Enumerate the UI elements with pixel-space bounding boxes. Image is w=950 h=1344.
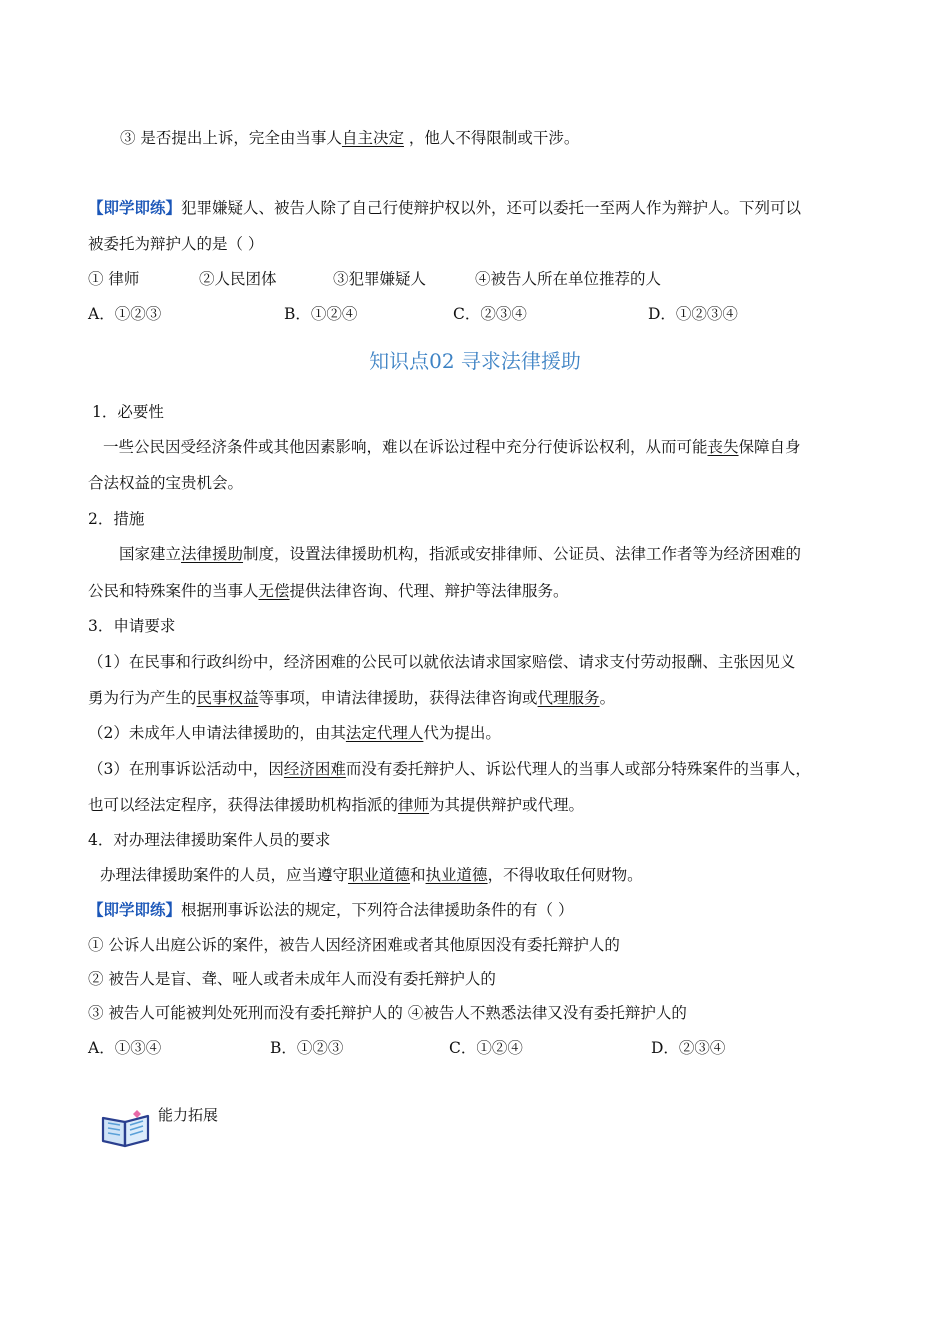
book-icon: [100, 1108, 152, 1150]
s1-paragraph-line1: 一些公民因受经济条件或其他因素影响，难以在诉讼过程中充分行使诉讼权利，从而可能丧失保障自身: [103, 438, 801, 456]
s3-item1-line2: 勇为行为产生的民事权益等事项，申请法律援助，获得法律咨询或代理服务。: [88, 689, 616, 707]
practice2-item2: ② 被告人是盲、聋、哑人或者未成年人而没有委托辩护人的: [88, 970, 496, 988]
practice1-question-line2: 被委托为辩护人的是（ ）: [88, 235, 264, 253]
footer-label: 能力拓展: [158, 1106, 219, 1124]
s2-title: 2．措施: [88, 510, 145, 528]
section-title: 知识点02 寻求法律援助: [369, 349, 581, 373]
practice1-item: ③犯罪嫌疑人: [333, 270, 427, 288]
s2-paragraph-line1: 国家建立法律援助制度，设置法律援助机构，指派或安排律师、公证员、法律工作者等为经济困难的: [119, 545, 802, 563]
practice1-item: ②人民团体: [199, 270, 277, 288]
s3-title: 3．申请要求: [88, 617, 176, 635]
s1-paragraph-line2: 合法权益的宝贵机会。: [88, 474, 244, 492]
practice1-question-line1: 【即学即练】犯罪嫌疑人、被告人除了自己行使辩护权以外，还可以委托一至两人作为辩护人。下列可以: [88, 198, 802, 217]
s3-item1-line1: （1）在民事和行政纠纷中，经济困难的公民可以就依法请求国家赔偿、请求支付劳动报酬、主张因见义: [88, 653, 796, 671]
practice2-option-c: C．①②④: [449, 1039, 523, 1057]
practice2-option-b: B．①②③: [270, 1039, 344, 1057]
practice1-option-c: C．②③④: [453, 305, 527, 323]
practice2-item3: ③ 被告人可能被判处死刑而没有委托辩护人的 ④被告人不熟悉法律又没有委托辩护人的: [88, 1004, 687, 1022]
s1-title: 1．必要性: [92, 403, 164, 421]
practice1-option-a: A．①②③: [88, 305, 162, 323]
s3-item2: （2）未成年人申请法律援助的，由其法定代理人代为提出。: [88, 724, 501, 742]
practice2-option-d: D．②③④: [651, 1039, 726, 1057]
s3-item3-line2: 也可以经法定程序，获得法律援助机构指派的律师为其提供辩护或代理。: [88, 796, 585, 814]
practice-tag: 【即学即练】: [88, 198, 182, 217]
practice2-option-a: A．①③④: [88, 1039, 162, 1057]
practice2-question: 【即学即练】根据刑事诉讼法的规定，下列符合法律援助条件的有（ ）: [88, 900, 574, 919]
practice2-item1: ① 公诉人出庭公诉的案件，被告人因经济困难或者其他原因没有委托辩护人的: [88, 936, 620, 954]
s3-item3-line1: （3）在刑事诉讼活动中，因经济困难而没有委托辩护人、诉讼代理人的当事人或部分特殊案件的当事人，: [88, 760, 811, 778]
practice-tag: 【即学即练】: [88, 900, 182, 919]
s4-paragraph: 办理法律援助案件的人员，应当遵守职业道德和执业道德，不得收取任何财物。: [100, 866, 643, 884]
s2-paragraph-line2: 公民和特殊案件的当事人无偿提供法律咨询、代理、辩护等法律服务。: [88, 582, 569, 600]
practice1-option-d: D．①②③④: [648, 305, 738, 323]
rule-line-3: ③ 是否提出上诉，完全由当事人自主决定 ，他人不得限制或干涉。: [120, 129, 580, 147]
practice1-item: ① 律师: [88, 270, 140, 288]
practice1-item: ④被告人所在单位推荐的人: [475, 270, 662, 288]
s4-title: 4．对办理法律援助案件人员的要求: [88, 831, 331, 849]
practice1-option-b: B．①②④: [284, 305, 358, 323]
